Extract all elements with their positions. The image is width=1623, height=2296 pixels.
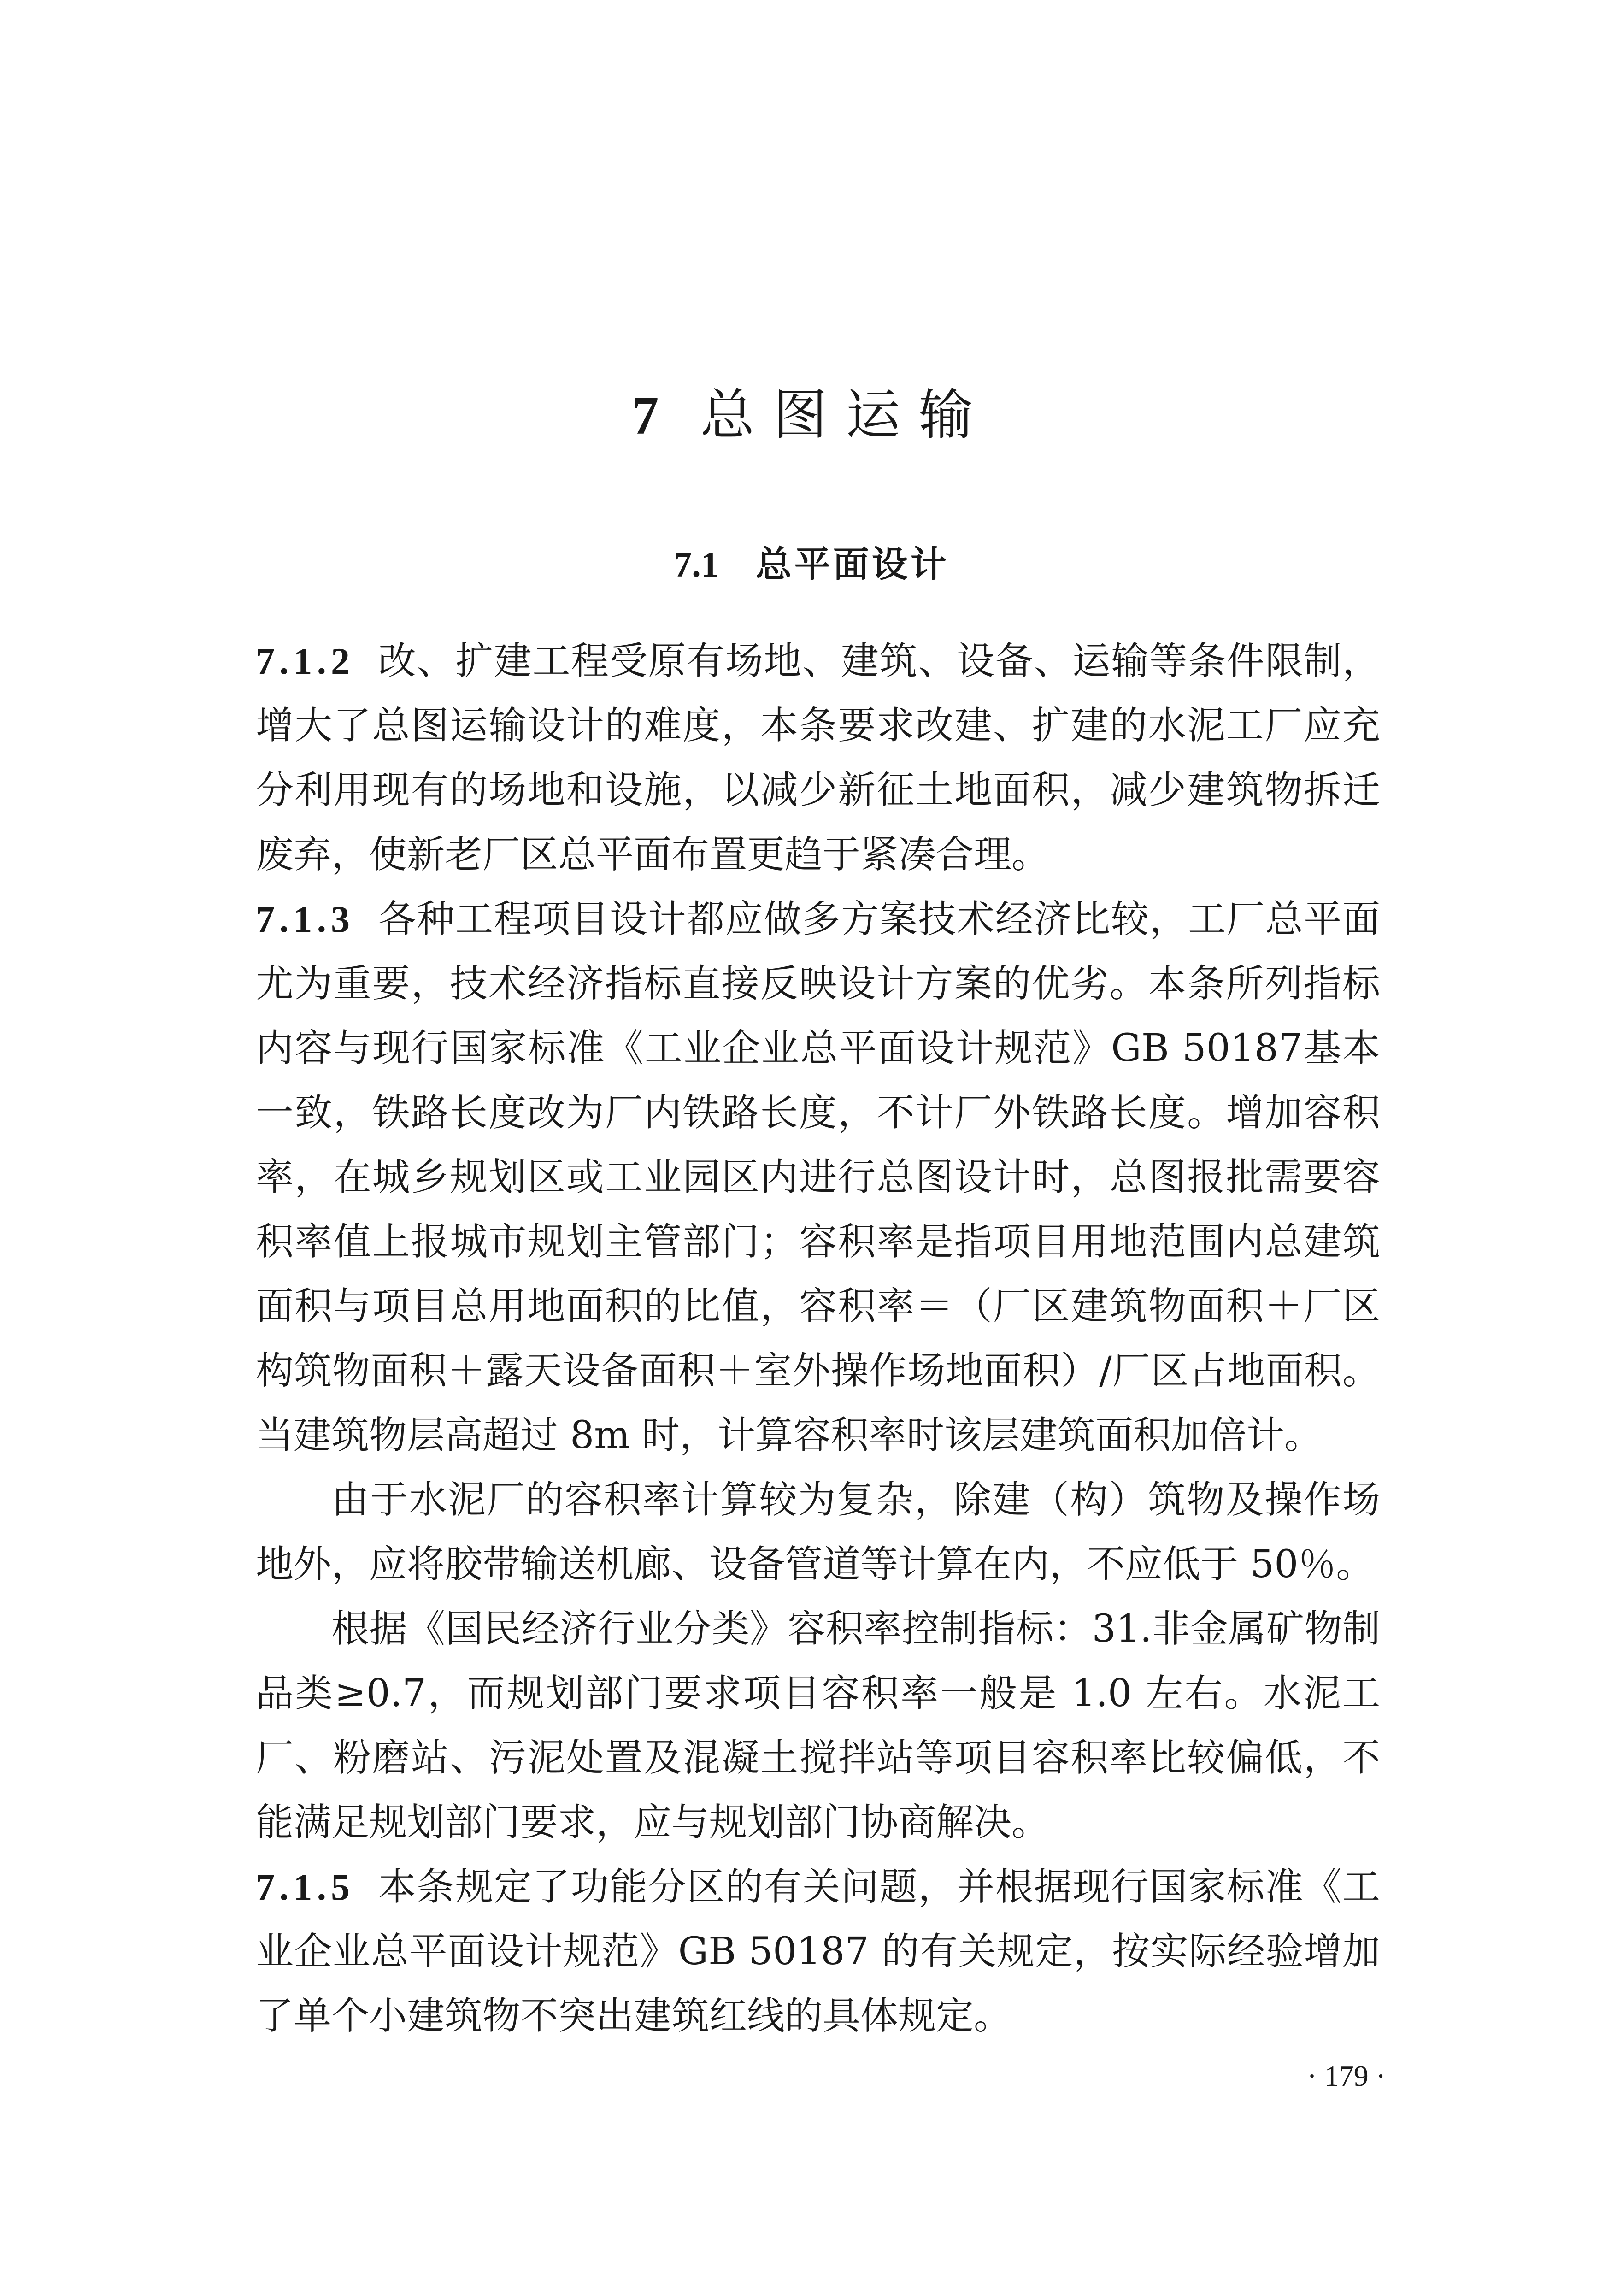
section-title: 总平面设计 <box>755 544 949 585</box>
clause-text: 本条规定了功能分区的有关问题，并根据现行国家标准《工业企业总平面设计规范》GB 50187 的有关规定，按实际经验增加了单个小建筑物不突出建筑红线的具体规定。 <box>256 1865 1380 2038</box>
body-text <box>256 629 1380 2049</box>
clause-text: 改、扩建工程受原有场地、建筑、设备、运输等条件限制，增大了总图运输设计的难度，本条要求改建、扩建的水泥工厂应充分利用现有的场地和设施，以减少新征土地面积，减少建筑物拆迁废弃，使新老厂区总平面布置更趋于紧凑合理。 <box>256 639 1380 877</box>
clause-text: 各种工程项目设计都应做多方案技术经济比较，工厂总平面尤为重要，技术经济指标直接反映设计方案的优劣。本条所列指标内容与现行国家标准《工业企业总平面设计规范》GB 50187基本一致，铁路长度改为厂内铁路长度，不计厂外铁路长度。增加容积率，在城乡规划区或工业园区内进行总图设计时，总图报批需要容积率值上报城市规划主管部门；容积率是指项目用地范围内总建筑面积与项目总用地面积的比值，容积率＝（厂区建筑物面积＋厂区构筑物面积＋露天设备面积＋室外操作场地面积）/厂区占地面积。当建筑物层高超过 8m 时，计算容积率时该层建筑面积加倍计。 <box>256 897 1380 1457</box>
clause-7-1-3 <box>256 887 1380 1468</box>
page-number: · 179 · <box>1307 2060 1386 2092</box>
clause-paragraph: 由于水泥厂的容积率计算较为复杂，除建（构）筑物及操作场地外，应将胶带输送机廊、设备管道等计算在内，不应低于 50％。 <box>256 1478 1380 1586</box>
clause-7-1-2 <box>256 629 1380 887</box>
clause-number: 7.1.2 <box>256 640 354 682</box>
clause-paragraph: 根据《国民经济行业分类》容积率控制指标：31.非金属矿物制品类≥0.7，而规划部门要求项目容积率一般是 1.0 左右。水泥工厂、粉磨站、污泥处置及混凝土搅拌站等项目容积率比较偏低，不能满足规划部门要求，应与规划部门协商解决。 <box>256 1607 1380 1844</box>
section-number: 7.1 <box>674 544 719 584</box>
section-heading <box>0 539 1623 590</box>
chapter-heading <box>0 378 1623 453</box>
clause-number: 7.1.5 <box>256 1866 354 1908</box>
chapter-title: 总图运输 <box>700 383 992 447</box>
clause-7-1-5 <box>256 1855 1380 2049</box>
chapter-number: 7 <box>631 385 659 446</box>
clause-number: 7.1.3 <box>256 898 354 940</box>
